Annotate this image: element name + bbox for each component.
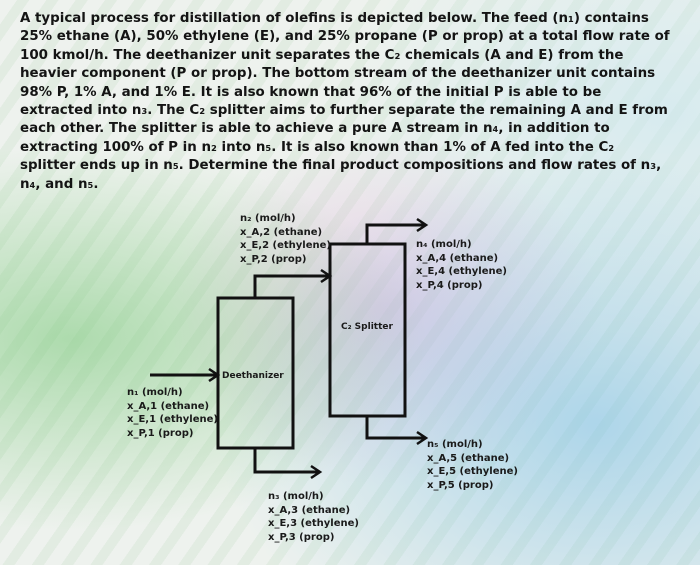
problem-statement: A typical process for distillation of olefins is depicted below. The feed (n₁) contains 25% ethane (A), 50% ethylene (E), and 25% propane (P or prop) at a total flow rate of 100 kmol/h. The deethanizer unit separates the C₂ chemicals (A and E) from the heavier component (P or prop). The bottom stream of the deethanizer unit contains 98% P, 1% A, and 1% E. It is also known that 96% of the initial P is able to be extracted into n₃. The C₂ splitter aims to further separate the remaining A and E from each other. The splitter is able to achieve a pure A stream in n₄, in addition to extracting 100% of P in n₂ into n₅. It is also known than 1% of A fed into the C₂ splitter ends up in n₅. Determine the final product compositions and flow rates of n₃, n₄, and n₅. xyxy=(20,11,670,192)
n5-flow-label: n₅ (mol/h) xyxy=(427,439,483,450)
n4-ethane-label: x_A,4 (ethane) xyxy=(416,252,499,264)
n5-prop-label: x_P,5 (prop) xyxy=(427,479,494,491)
stream-n5-line xyxy=(367,416,426,438)
n5-ethylene-label: x_E,5 (ethylene) xyxy=(427,466,518,477)
n5-ethane-label: x_A,5 (ethane) xyxy=(427,452,510,464)
n4-prop-label: x_P,4 (prop) xyxy=(416,279,483,291)
stream-n2-labels xyxy=(240,212,331,266)
stream-n5-labels xyxy=(427,438,518,492)
c2-splitter-label: C₂ Splitter xyxy=(341,322,393,332)
deethanizer-label: Deethanizer xyxy=(222,371,284,381)
n3-ethane-label: x_A,3 (ethane) xyxy=(268,504,351,516)
stream-n3-line xyxy=(255,448,320,472)
n4-ethylene-label: x_E,4 (ethylene) xyxy=(416,266,507,277)
n1-prop-label: x_P,1 (prop) xyxy=(127,427,194,439)
n3-ethylene-label: x_E,3 (ethylene) xyxy=(268,518,359,529)
stream-n4-labels xyxy=(416,238,507,292)
stream-n2-line xyxy=(255,276,330,298)
n3-prop-label: x_P,3 (prop) xyxy=(268,531,335,543)
n1-flow-label: n₁ (mol/h) xyxy=(127,387,183,398)
n2-ethane-label: x_A,2 (ethane) xyxy=(240,226,323,238)
n2-ethylene-label: x_E,2 (ethylene) xyxy=(240,240,331,251)
stream-n3-labels xyxy=(268,490,359,544)
n1-ethylene-label: x_E,1 (ethylene) xyxy=(127,414,218,425)
n2-prop-label: x_P,2 (prop) xyxy=(240,253,307,265)
stream-n1-labels xyxy=(127,386,218,440)
n2-flow-label: n₂ (mol/h) xyxy=(240,213,296,224)
n1-ethane-label: x_A,1 (ethane) xyxy=(127,400,210,412)
n3-flow-label: n₃ (mol/h) xyxy=(268,491,324,502)
n4-flow-label: n₄ (mol/h) xyxy=(416,239,472,250)
